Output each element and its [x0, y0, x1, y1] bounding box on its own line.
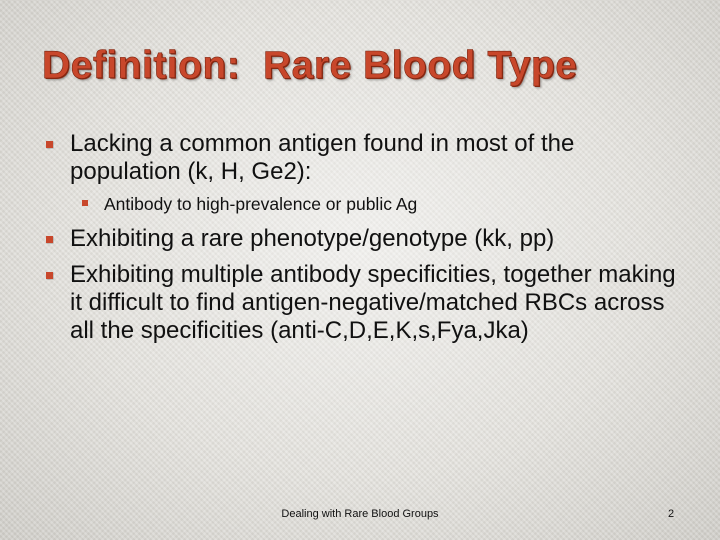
bullet-item	[44, 130, 684, 186]
square-bullet-icon	[82, 200, 88, 206]
slide-title: Definition: Rare Blood Type	[42, 44, 578, 87]
square-bullet-icon	[46, 236, 53, 243]
bullet-item	[44, 225, 684, 253]
bullet-text: Lacking a common antigen found in most of the population (k, H, Ge2):	[70, 130, 575, 185]
slide-footer: Dealing with Rare Blood Groups	[281, 508, 439, 520]
page-number: 2	[668, 508, 675, 520]
bullet-text: Exhibiting multiple antibody specificities, together making it difficult to find antigen-negative/matched RBCs across all the specificities (anti-C,D,E,K,s,Fya,Jka)	[70, 261, 676, 344]
sub-bullet-item	[44, 194, 684, 215]
bullet-text: Exhibiting a rare phenotype/genotype (kk, pp)	[70, 225, 555, 252]
bullet-list	[44, 130, 684, 353]
square-bullet-icon	[46, 141, 53, 148]
square-bullet-icon	[46, 272, 53, 279]
sub-bullet-text: Antibody to high-prevalence or public Ag	[104, 194, 418, 214]
bullet-item	[44, 261, 684, 345]
